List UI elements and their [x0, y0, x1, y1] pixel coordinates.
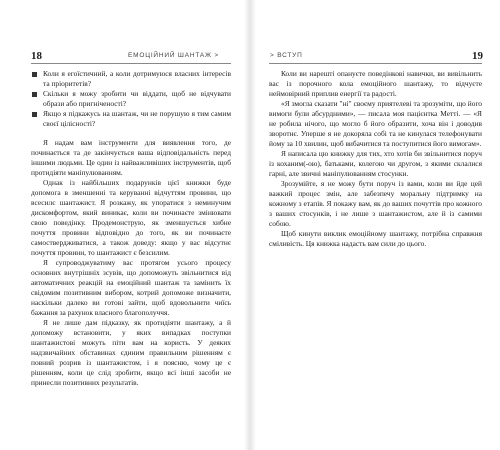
paragraph: Я надам вам інструменти для виявлення того, де починається та де закінчується ваша відповідальність перед іншими людьми. Це один із найважливіших інструментів, щоб протидіяти маніпулюванням.	[31, 138, 231, 177]
paragraph: Я супроводжуватиму вас протягом усього процесу основних внутрішніх зсувів, що допоможуть звільнитися від автоматичних реакцій на емоційний шантаж та замінить їх свідомим позитивним вибором, котрий допоможе визначити, наскільки далеко ви готові зайти, щоб вдовольнити чиїсь бажання за рахунок власного благополуччя.	[31, 258, 231, 317]
paragraph: Я не лише дам підказку, як протидіяти шантажу, а й допоможу встановити, у яких випадках поступки шантажистові можуть піти вам на користь. У деяких надзвичайних обставинах єдиним правильним рішенням є повний розрив із шантажистом, і я поясню, чому це є рішенням, коли це слід зробити, якщо всі інші засоби не принесли позитивних результатів.	[31, 318, 231, 387]
paragraph: Я написала цю книжку для тих, хто хотів би звільнитися поруч із коханим(-ою), батьками, колегою чи другом, з якими склалися гарні, але звичні маніпулюванням стосунки.	[269, 149, 482, 178]
running-head: ЕМОЦІЙНИЙ ШАНТАЖ >	[128, 52, 220, 59]
body-text	[269, 69, 482, 249]
paragraph: Однак із найбільших подарунків цієї книжки буде допомога в зменшенні та керуванні відчуттям провини, що всесилє шантажист. Я розкажу, як упоратися з неминучим дискомфортом, який виникає, коли ви починаєте змінювати свою поведінку. Продемонструю, як зменшується хибне почуття провини відповідно до того, як ви починаєте самоствердживатися, а також доведу: якщо у вас відсутнє почуття провини, то шантажист є безсилим.	[31, 178, 231, 257]
list-item: Якщо я підкажусь на шантаж, чи не порушую я тим самим своєї цілісності?	[31, 109, 231, 129]
paragraph: «Я змогла сказати "ні" своєму приятелеві та зрозуміти, що його вимоги були абсурдними», — писала моя пацієнтка Метті. — «Я не робила нічого, що могло б його образити, хоча він і доводив зворотнє. Уперше я не докоряла собі та не кинулася телефонувати йому за 10 хвилин, щоб вибачитися та поступитися його вимогам».	[269, 99, 482, 148]
running-head: > ВСТУП	[270, 52, 303, 59]
header-rule	[269, 63, 482, 64]
right-page	[250, 0, 500, 450]
square-bullet-icon	[32, 112, 37, 117]
list-item: Коли я егоїстичний, а коли дотримуюся власних інтересів та пріоритетів?	[31, 69, 231, 89]
header-rule	[31, 63, 231, 64]
page-number: 18	[31, 50, 42, 62]
body-text	[31, 69, 231, 388]
paragraph: Зрозумійте, я не можу бути поруч із вами, коли ви йде цей важкий процес змін, але забезпечу моральну підтримку на кожному з етапів. Я покажу вам, як до ваших почуттів про кожного з ваших стосунків, і не лише з шантажистом, але й із самими собою.	[269, 179, 482, 228]
paragraph: Щоб кинути виклик емоційному шантажу, потрібна справжня сміливість. Ця книжка надасть вам сили до цього.	[269, 229, 482, 248]
square-bullet-icon	[32, 72, 37, 77]
square-bullet-icon	[32, 92, 37, 97]
bullet-list	[31, 69, 231, 129]
paragraph: Коли ви нарешті опануєте поведінкові навички, ви вивільнить вас із порочного кола емоційного шантажу, то відчуєте неймовірний приплив енергії та радості.	[269, 69, 482, 98]
page-number: 19	[472, 50, 483, 62]
list-item: Скільки я можу зробити чи віддати, щоб не відчувати образи або пригніченості?	[31, 89, 231, 109]
